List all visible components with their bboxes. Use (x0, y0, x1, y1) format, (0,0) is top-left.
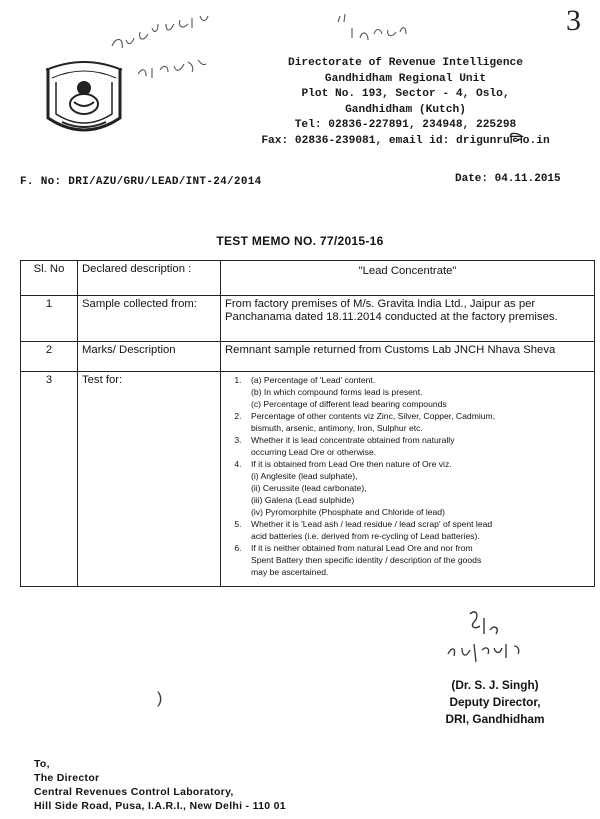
dri-emblem-logo (36, 58, 132, 142)
addressee-block (34, 757, 286, 813)
addressee-line: Hill Side Road, Pusa, I.A.R.I., New Delhi - 110 01 (34, 800, 286, 812)
letterhead (238, 56, 573, 150)
declared-description-label: Declared description : (78, 261, 221, 296)
file-number: F. No: DRI/AZU/GRU/LEAD/INT-24/2014 (20, 176, 262, 188)
table-row (21, 342, 595, 372)
test-item-line: If it is obtained from Lead Ore then nature of Ore viz. (251, 459, 452, 469)
test-item-number: 3. (234, 435, 242, 445)
test-item-line: may be ascertained. (251, 567, 329, 577)
test-item-line: occurring Lead Ore or otherwise. (251, 447, 377, 457)
test-item (225, 434, 590, 458)
test-item-line: Whether it is lead concentrate obtained from naturally (251, 435, 455, 445)
row-value: Remnant sample returned from Customs Lab JNCH Nhava Sheva (221, 342, 595, 372)
memo-date: Date: 04.11.2015 (455, 173, 561, 185)
unit-name: Gandhidham Regional Unit (324, 72, 487, 85)
row-value: From factory premises of M/s. Gravita India Ltd., Jaipur as per Panchanama dated 18.11.2014 conducted at the factory premises. (221, 296, 595, 342)
test-item-line: (b) In which compound forms lead is present. (251, 387, 423, 397)
test-item (225, 518, 590, 542)
handwritten-mark: ) (157, 690, 163, 707)
test-item-text (251, 374, 447, 410)
sl-no-header: Sl. No (21, 261, 78, 296)
test-item (225, 458, 590, 518)
row-sl: 2 (21, 342, 78, 372)
test-memo-table (20, 260, 595, 587)
address-line-2: Gandhidham (Kutch) (345, 103, 466, 116)
test-item-text (251, 410, 495, 434)
test-item-number: 4. (234, 459, 242, 469)
test-item-line: If it is neither obtained from natural Lead Ore and nor from (251, 543, 473, 553)
test-item-number: 2. (234, 411, 242, 421)
row-label: Test for: (78, 372, 221, 587)
test-item-text (251, 458, 452, 518)
test-item-number: 6. (234, 543, 242, 553)
test-item-line: (iv) Pyromorphite (Phosphate and Chloride of lead) (251, 507, 445, 517)
test-item-line: bismuth, arsenic, antimony, Iron, Sulphur etc. (251, 423, 423, 433)
test-item-line: Percentage of other contents viz Zinc, Silver, Copper, Cadmium, (251, 411, 496, 421)
addressee-line: The Director (34, 772, 100, 784)
org-name: Directorate of Revenue Intelligence (288, 57, 523, 69)
row-sl: 1 (21, 296, 78, 342)
test-item (225, 410, 590, 434)
test-item-number: 5. (234, 519, 242, 529)
row-sl: 3 (21, 372, 78, 587)
addressee-line: Central Revenues Control Laboratory, (34, 786, 234, 798)
table-row (21, 261, 595, 296)
tests-cell (221, 372, 595, 587)
handwritten-scribble (330, 8, 430, 48)
signatory-block (400, 677, 590, 728)
row-label: Sample collected from: (78, 296, 221, 342)
to-label: To, (34, 758, 50, 770)
test-item-line: Spent Battery then specific identity / description of the goods (251, 555, 482, 565)
table-row (21, 372, 595, 587)
test-item-line: Whether it is 'Lead ash / lead residue / lead scrap' of spent lead (251, 519, 493, 529)
declared-description-value: "Lead Concentrate" (221, 261, 595, 296)
memo-title: TEST MEMO NO. 77/2015-16 (216, 234, 384, 248)
test-item-line: (ii) Cerussite (lead carbonate), (251, 483, 367, 493)
signatory-office: DRI, Gandhidham (445, 712, 545, 726)
page-number: 3 (566, 4, 581, 37)
test-item-text (251, 434, 455, 458)
test-item-line: (c) Percentage of different lead bearing compounds (251, 399, 447, 409)
test-item-text (251, 518, 492, 542)
test-item (225, 542, 590, 578)
address-line-1: Plot No. 193, Sector - 4, Oslo, (301, 88, 510, 101)
signatory-designation: Deputy Director, (449, 695, 541, 709)
signatory-name: (Dr. S. J. Singh) (451, 678, 539, 692)
telephone: Tel: 02836-227891, 234948, 225298 (294, 119, 517, 132)
test-item-line: acid batteries (i.e. derived from re-cycling of Lead batteries). (251, 531, 480, 541)
test-item-line: (i) Anglesite (lead sulphate), (251, 471, 358, 481)
test-item-number: 1. (234, 375, 242, 385)
test-item-line: (iii) Galena (Lead sulphide) (251, 495, 355, 505)
test-item (225, 374, 590, 410)
test-item-text (251, 542, 481, 578)
table-row (21, 296, 595, 342)
test-item-line: (a) Percentage of 'Lead' content. (251, 375, 376, 385)
tests-list (225, 374, 590, 578)
fax-email: Fax: 02836-239081, email id: drigunruव्निо.in (261, 134, 550, 147)
handwritten-signature (440, 604, 560, 668)
row-label: Marks/ Description (78, 342, 221, 372)
